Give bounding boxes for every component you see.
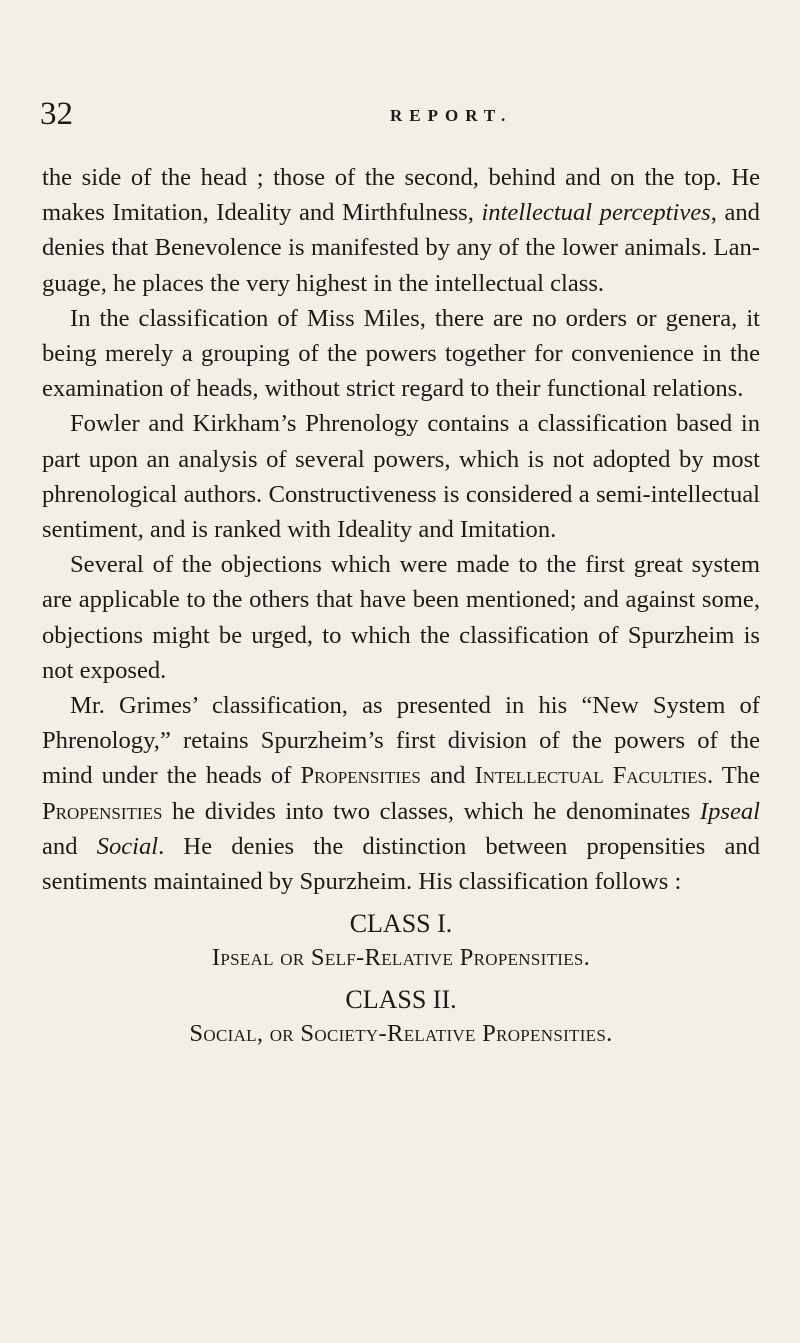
text-run: . He denies the distinction between propensities and sentiments maintained by Spurzheim. His classification follows :: [42, 832, 760, 896]
text-run: Several of the objections which were made to the first great system are applicable to the others that have been mentioned; and against some, objections might be urged, to which the classification of Spurzheim is not exposed.: [42, 551, 760, 684]
paragraph: [42, 301, 760, 407]
paragraph: [42, 406, 760, 547]
class-heading: CLASS I.: [349, 909, 453, 939]
paragraph: [42, 160, 760, 301]
class-subheading: Ipseal or Self-Relative Propensities.: [211, 944, 591, 972]
paragraph: [42, 547, 760, 688]
italic-text: intellectual perceptives: [481, 199, 711, 227]
small-caps-text: Propensities: [42, 797, 163, 825]
text-run: . The: [706, 762, 760, 790]
class-subheading: Social, or Society-Relative Propensities.: [189, 1020, 613, 1048]
text-run: Fowler and Kirkham’s Phrenology contains a classification based in part upon an analysis of several powers, which is not adopted by most phrenological authors. Constructiveness is considered a semi-intellectual sentiment, and is ranked with Ideality and Imitation.: [42, 410, 760, 544]
text-run: In the classification of Miss Miles, there are no orders or genera, it being merely a grouping of the powers together for convenience in the examination of heads, without strict regard to their functional relations.: [42, 304, 760, 403]
class-heading: CLASS II.: [345, 985, 457, 1015]
text-run: , and denies that Benevolence is manifested by any of the lower animals. Language, he places the very highest in the intellectual class.: [42, 199, 760, 297]
text-run: and: [42, 832, 97, 860]
text-run: he divides into two classes, which he denominates: [162, 797, 700, 825]
text-run: Mr. Grimes’ classification, as presented in his “New System of Phrenology,” retains Spurzheim’s first division of the powers of the mind under the heads of: [42, 692, 760, 790]
running-head: REPORT.: [390, 106, 513, 125]
small-caps-text: Propensities: [300, 762, 421, 790]
italic-text: Social: [96, 832, 159, 860]
small-caps-text: Intellectual Faculties: [474, 762, 707, 790]
text-run: the side of the head ; those of the second, behind and on the top. He makes Imitation, Ideality and Mirthfulness,: [42, 164, 760, 227]
italic-text: Ipseal: [699, 797, 760, 825]
body-text: [42, 160, 760, 1051]
text-run: and: [420, 762, 475, 790]
page-number: 32: [40, 96, 73, 132]
paragraph: [42, 688, 760, 899]
